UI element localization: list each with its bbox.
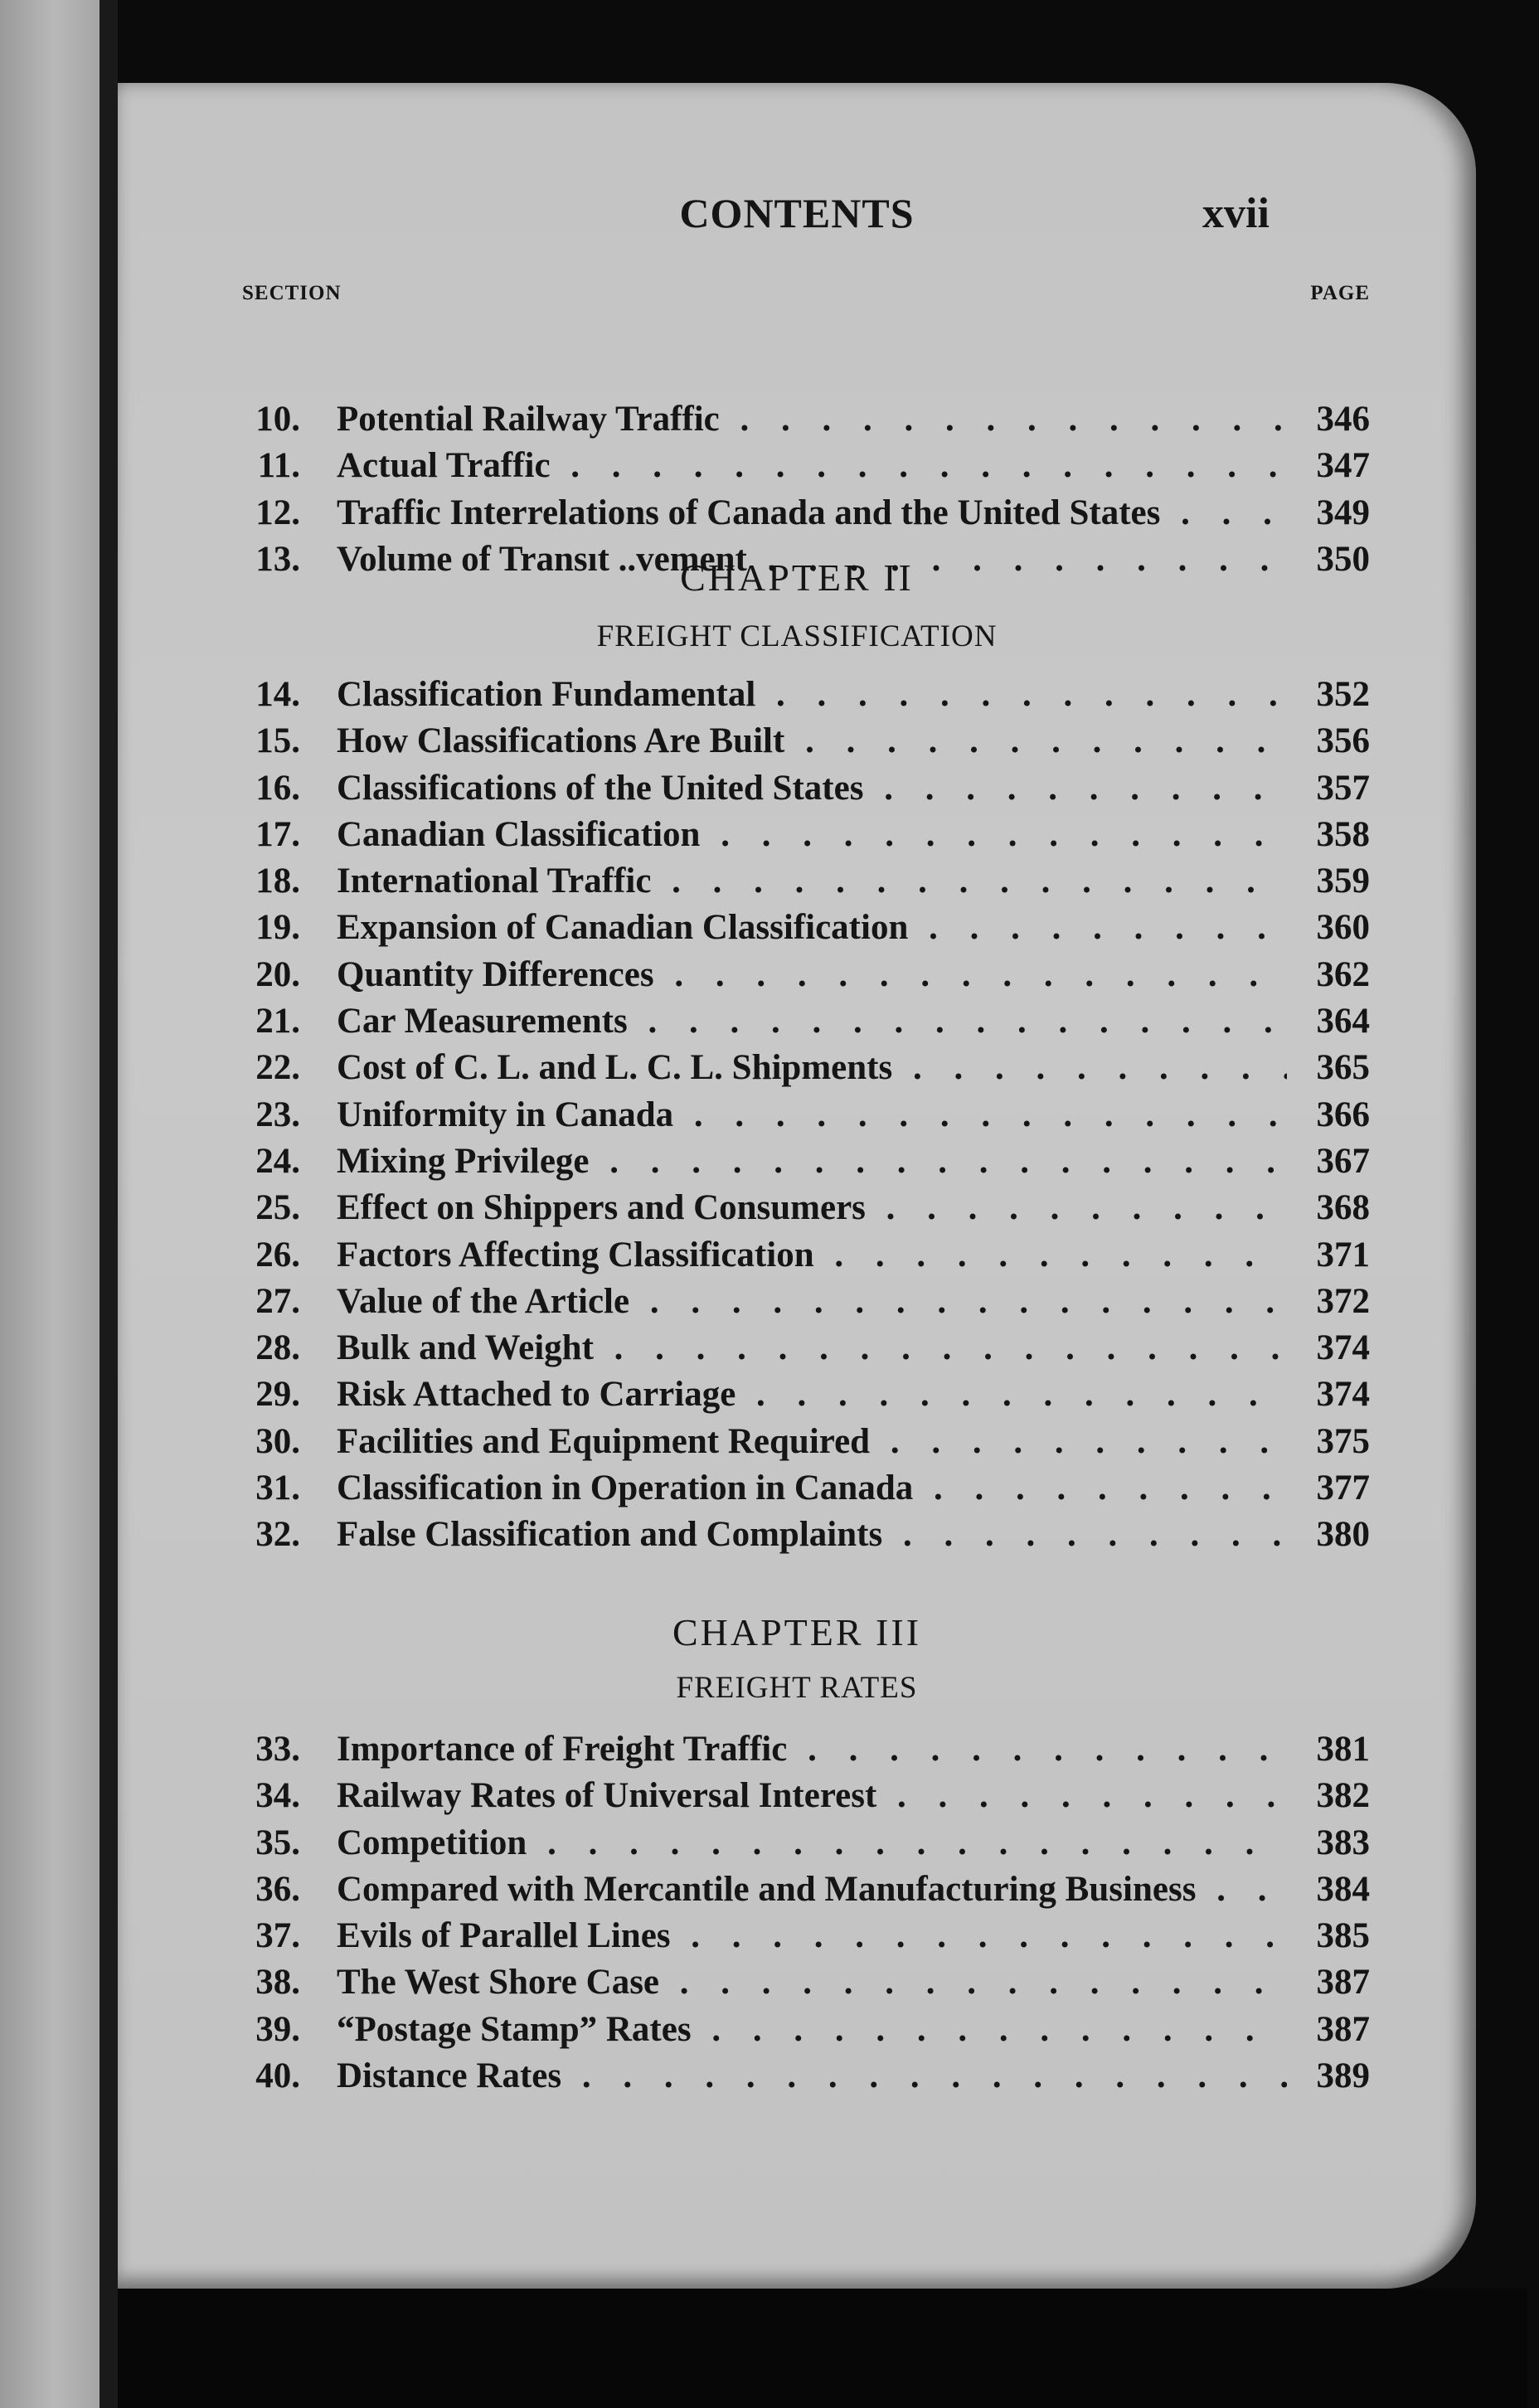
section-page-number: 375 — [1316, 1421, 1370, 1461]
section-title: False Classification and Complaints . . . — [337, 1512, 1287, 1558]
toc-entry — [242, 2007, 1370, 2053]
section-title: Canadian Classification . . . — [337, 812, 1287, 858]
section-number: 16. — [255, 768, 300, 808]
section-title: Competition . . . — [337, 1820, 1287, 1867]
section-title: Expansion of Canadian Classification . . . — [337, 905, 1287, 951]
section-page-number: 371 — [1316, 1235, 1370, 1274]
section-page-number: 380 — [1316, 1515, 1370, 1555]
running-title: CONTENTS — [679, 190, 915, 236]
toc-entry — [242, 858, 1370, 905]
running-head — [118, 189, 1476, 255]
section-page-number: 384 — [1316, 1869, 1370, 1909]
section-title: Effect on Shippers and Consumers . . . — [337, 1185, 1287, 1231]
section-title: Importance of Freight Traffic . . . — [337, 1726, 1287, 1773]
toc-entry — [242, 1138, 1370, 1185]
section-number: 15. — [255, 721, 300, 761]
toc-entry — [242, 2053, 1370, 2100]
chapter-2-heading: CHAPTER II — [680, 556, 914, 599]
section-title: Classification in Operation in Canada . . . — [337, 1465, 1287, 1512]
section-number: 38. — [255, 1963, 300, 2003]
section-page-number: 352 — [1316, 675, 1370, 714]
section-column-label: SECTION — [242, 282, 342, 304]
section-page-number: 383 — [1316, 1823, 1370, 1862]
section-title: Factors Affecting Classification . . . — [337, 1232, 1287, 1279]
section-title: Value of the Article . . . — [337, 1279, 1287, 1325]
toc-entry — [242, 1232, 1370, 1279]
section-title: Railway Rates of Universal Interest . . . — [337, 1773, 1287, 1819]
chapter-2-subtitle: FREIGHT CLASSIFICATION — [596, 619, 998, 653]
section-number: 11. — [257, 446, 300, 486]
section-title: Compared with Mercantile and Manufacturing Business . . . — [337, 1867, 1287, 1913]
toc-entries-chapter-2 — [242, 672, 1370, 1559]
book-page — [118, 83, 1476, 2289]
toc-entry — [242, 490, 1370, 536]
section-title: “Postage Stamp” Rates . . . — [337, 2007, 1287, 2053]
section-number: 12. — [255, 493, 300, 532]
toc-entry — [242, 812, 1370, 858]
toc-entry — [242, 1045, 1370, 1091]
section-page-number: 382 — [1316, 1776, 1370, 1816]
section-title: Potential Railway Traffic . . . — [337, 396, 1287, 443]
toc-entry — [242, 718, 1370, 765]
section-number: 29. — [255, 1375, 300, 1415]
section-page-number: 346 — [1316, 400, 1370, 439]
section-title: Quantity Differences . . . — [337, 952, 1287, 998]
section-page-number: 385 — [1316, 1916, 1370, 1956]
toc-entry — [242, 1726, 1370, 1773]
section-number: 37. — [255, 1916, 300, 1956]
section-title: International Traffic . . . — [337, 858, 1287, 905]
section-page-number: 372 — [1316, 1281, 1370, 1321]
section-title: Classification Fundamental . . . — [337, 672, 1287, 718]
section-page-number: 360 — [1316, 908, 1370, 948]
toc-entry — [242, 672, 1370, 718]
section-page-number: 387 — [1316, 2009, 1370, 2049]
section-title: Mixing Privilege . . . — [337, 1138, 1287, 1185]
toc-entry — [242, 1913, 1370, 1959]
section-title: Bulk and Weight . . . — [337, 1325, 1287, 1371]
section-number: 32. — [255, 1515, 300, 1555]
toc-entry — [242, 1512, 1370, 1558]
section-title: Risk Attached to Carriage . . . — [337, 1371, 1287, 1418]
toc-entry — [242, 998, 1370, 1045]
section-title: Facilities and Equipment Required . . . — [337, 1419, 1287, 1465]
toc-entry — [242, 1820, 1370, 1867]
section-page-number: 350 — [1316, 539, 1370, 579]
toc-entry — [242, 1419, 1370, 1465]
section-title: Volume of Transıt ..vement . . . — [337, 536, 1287, 583]
section-number: 17. — [255, 814, 300, 854]
page-number: xvii — [1202, 190, 1270, 237]
section-title: Cost of C. L. and L. C. L. Shipments . . . — [337, 1045, 1287, 1091]
section-title: The West Shore Case . . . — [337, 1959, 1287, 2006]
section-page-number: 362 — [1316, 954, 1370, 994]
section-title: Car Measurements . . . — [337, 998, 1287, 1045]
column-headers — [242, 282, 1370, 315]
section-number: 19. — [255, 908, 300, 948]
section-page-number: 366 — [1316, 1095, 1370, 1134]
chapter-3-subtitle: FREIGHT RATES — [676, 1671, 918, 1705]
section-title: Actual Traffic . . . — [337, 443, 1287, 489]
toc-entry — [242, 443, 1370, 489]
section-number: 21. — [255, 1002, 300, 1041]
section-title: Classifications of the United States . . . — [337, 765, 1287, 812]
section-number: 34. — [255, 1776, 300, 1816]
section-number: 36. — [255, 1869, 300, 1909]
toc-entries-chapter-3 — [242, 1726, 1370, 2100]
section-number: 26. — [255, 1235, 300, 1274]
toc-entry — [242, 1773, 1370, 1819]
toc-entry — [242, 952, 1370, 998]
section-page-number: 367 — [1316, 1141, 1370, 1181]
section-number: 10. — [255, 400, 300, 439]
section-page-number: 389 — [1316, 2056, 1370, 2096]
page-bottom-shadow — [118, 2289, 1527, 2408]
section-number: 27. — [255, 1281, 300, 1321]
toc-entry — [242, 1959, 1370, 2006]
section-page-number: 381 — [1316, 1730, 1370, 1769]
section-number: 20. — [255, 954, 300, 994]
section-number: 35. — [255, 1823, 300, 1862]
section-number: 18. — [255, 862, 300, 901]
section-page-number: 358 — [1316, 814, 1370, 854]
toc-entry — [242, 396, 1370, 443]
section-number: 33. — [255, 1730, 300, 1769]
toc-entry — [242, 765, 1370, 812]
toc-entry — [242, 1092, 1370, 1138]
section-title: Uniformity in Canada . . . — [337, 1092, 1287, 1138]
section-page-number: 377 — [1316, 1469, 1370, 1508]
section-title: How Classifications Are Built . . . — [337, 718, 1287, 765]
section-title: Evils of Parallel Lines . . . — [337, 1913, 1287, 1959]
section-page-number: 359 — [1316, 862, 1370, 901]
section-number: 39. — [255, 2009, 300, 2049]
section-number: 23. — [255, 1095, 300, 1134]
toc-entry — [242, 1465, 1370, 1512]
gutter-shadow — [100, 0, 118, 2408]
section-page-number: 387 — [1316, 1963, 1370, 2003]
section-number: 40. — [255, 2056, 300, 2096]
section-title: Distance Rates . . . — [337, 2053, 1287, 2100]
toc-entry — [242, 1325, 1370, 1371]
toc-entry — [242, 1867, 1370, 1913]
toc-entry — [242, 1279, 1370, 1325]
section-page-number: 357 — [1316, 768, 1370, 808]
section-page-number: 374 — [1316, 1375, 1370, 1415]
chapter-3-heading: CHAPTER III — [672, 1611, 922, 1653]
section-number: 13. — [255, 539, 300, 579]
toc-entry — [242, 905, 1370, 951]
section-number: 14. — [255, 675, 300, 714]
section-page-number: 349 — [1316, 493, 1370, 532]
section-page-number: 347 — [1316, 446, 1370, 486]
section-page-number: 356 — [1316, 721, 1370, 761]
adjacent-page-edge — [0, 0, 100, 2408]
section-number: 22. — [255, 1048, 300, 1088]
section-number: 31. — [255, 1469, 300, 1508]
section-number: 28. — [255, 1328, 300, 1368]
section-page-number: 368 — [1316, 1188, 1370, 1228]
toc-entry — [242, 1371, 1370, 1418]
toc-entry — [242, 1185, 1370, 1231]
section-title: Traffic Interrelations of Canada and the United States . . . — [337, 490, 1287, 536]
section-number: 25. — [255, 1188, 300, 1228]
section-page-number: 364 — [1316, 1002, 1370, 1041]
section-number: 24. — [255, 1141, 300, 1181]
page-column-label: PAGE — [1310, 282, 1370, 304]
section-page-number: 365 — [1316, 1048, 1370, 1088]
section-number: 30. — [255, 1421, 300, 1461]
section-page-number: 374 — [1316, 1328, 1370, 1368]
